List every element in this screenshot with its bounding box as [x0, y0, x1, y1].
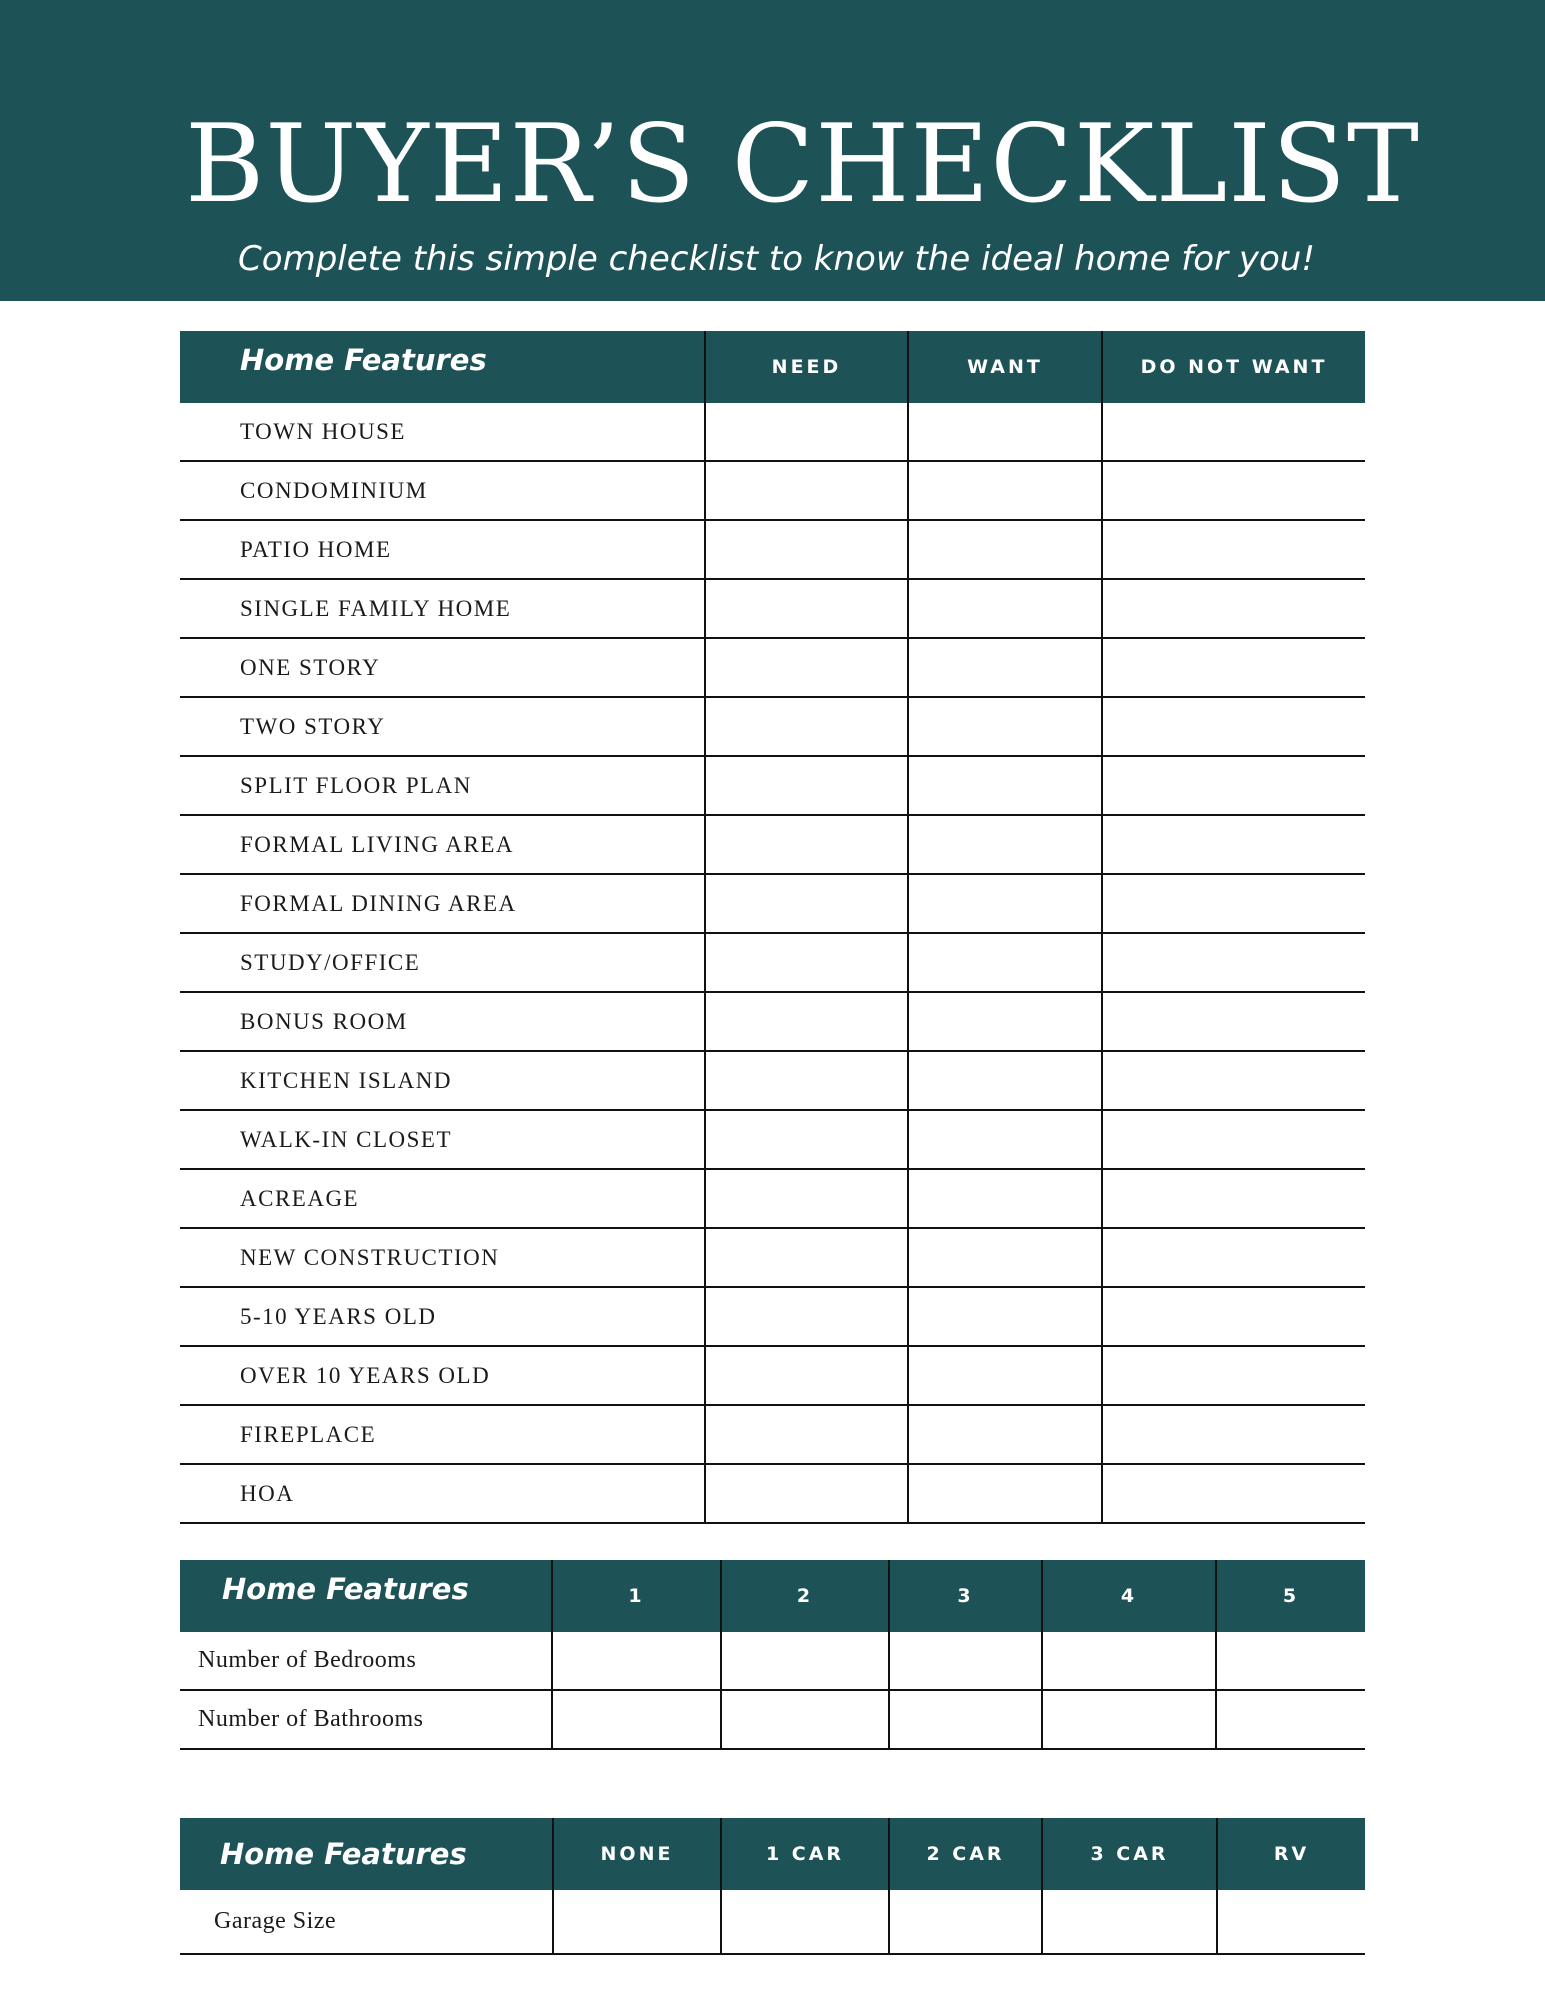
checkbox-cell-2-car[interactable] — [889, 1890, 1042, 1954]
table-row — [180, 579, 1365, 638]
table-row — [180, 1287, 1365, 1346]
table-row — [180, 1690, 1365, 1749]
checkbox-cell-do-not-want[interactable] — [1102, 1346, 1365, 1405]
table-header-row — [180, 1560, 1365, 1632]
table-row — [180, 1464, 1365, 1523]
checkbox-cell-2[interactable] — [721, 1632, 889, 1690]
checkbox-cell-want[interactable] — [908, 1110, 1102, 1169]
checkbox-cell-do-not-want[interactable] — [1102, 1287, 1365, 1346]
column-header-need: NEED — [705, 331, 908, 403]
row-label-formal-dining-area: FORMAL DINING AREA — [180, 874, 705, 933]
checkbox-cell-4[interactable] — [1042, 1632, 1216, 1690]
checkbox-cell-need[interactable] — [705, 1287, 908, 1346]
checkbox-cell-need[interactable] — [705, 1051, 908, 1110]
row-label-split-floor-plan: SPLIT FLOOR PLAN — [180, 756, 705, 815]
checkbox-cell-5[interactable] — [1216, 1632, 1365, 1690]
table-row — [180, 815, 1365, 874]
column-header-4: 4 — [1042, 1560, 1216, 1632]
checkbox-cell-do-not-want[interactable] — [1102, 992, 1365, 1051]
checkbox-cell-1-car[interactable] — [721, 1890, 889, 1954]
checkbox-cell-want[interactable] — [908, 874, 1102, 933]
checkbox-cell-need[interactable] — [705, 992, 908, 1051]
table-row — [180, 992, 1365, 1051]
column-header-rv: RV — [1217, 1818, 1365, 1890]
checkbox-cell-do-not-want[interactable] — [1102, 638, 1365, 697]
room-count-table — [180, 1560, 1365, 1750]
checkbox-cell-3-car[interactable] — [1042, 1890, 1217, 1954]
checkbox-cell-want[interactable] — [908, 756, 1102, 815]
column-header-want: WANT — [908, 331, 1102, 403]
checkbox-cell-want[interactable] — [908, 403, 1102, 461]
garage-size-table — [180, 1818, 1365, 1955]
checkbox-cell-do-not-want[interactable] — [1102, 1405, 1365, 1464]
checkbox-cell-do-not-want[interactable] — [1102, 756, 1365, 815]
table-row — [180, 1228, 1365, 1287]
row-label-5-10-years-old: 5-10 YEARS OLD — [180, 1287, 705, 1346]
checkbox-cell-need[interactable] — [705, 697, 908, 756]
checkbox-cell-4[interactable] — [1042, 1690, 1216, 1749]
checkbox-cell-want[interactable] — [908, 579, 1102, 638]
checkbox-cell-do-not-want[interactable] — [1102, 1228, 1365, 1287]
checkbox-cell-need[interactable] — [705, 1228, 908, 1287]
table-row — [180, 1110, 1365, 1169]
table-row — [180, 1632, 1365, 1690]
checkbox-cell-do-not-want[interactable] — [1102, 403, 1365, 461]
table-row — [180, 403, 1365, 461]
column-header-5: 5 — [1216, 1560, 1365, 1632]
table-row — [180, 697, 1365, 756]
row-label-over-10-years-old: OVER 10 YEARS OLD — [180, 1346, 705, 1405]
column-header-none: NONE — [553, 1818, 721, 1890]
checkbox-cell-1[interactable] — [552, 1690, 721, 1749]
checkbox-cell-do-not-want[interactable] — [1102, 1051, 1365, 1110]
row-label-number-of-bedrooms: Number of Bedrooms — [180, 1632, 552, 1690]
table-row — [180, 1169, 1365, 1228]
page-subtitle: Complete this simple checklist to know the ideal home for you! — [238, 239, 1315, 279]
column-header-home-features: Home Features — [180, 1560, 552, 1632]
checkbox-cell-3[interactable] — [889, 1632, 1042, 1690]
checkbox-cell-want[interactable] — [908, 992, 1102, 1051]
checkbox-cell-want[interactable] — [908, 815, 1102, 874]
checkbox-cell-do-not-want[interactable] — [1102, 874, 1365, 933]
table-row — [180, 1405, 1365, 1464]
checkbox-cell-want[interactable] — [908, 1464, 1102, 1523]
table-header-row — [180, 331, 1365, 403]
checkbox-cell-need[interactable] — [705, 815, 908, 874]
checkbox-cell-do-not-want[interactable] — [1102, 461, 1365, 520]
table-header-row — [180, 1818, 1365, 1890]
checkbox-cell-do-not-want[interactable] — [1102, 1464, 1365, 1523]
row-label-condominium: CONDOMINIUM — [180, 461, 705, 520]
checkbox-cell-2[interactable] — [721, 1690, 889, 1749]
checkbox-cell-do-not-want[interactable] — [1102, 815, 1365, 874]
row-label-walk-in-closet: WALK-IN CLOSET — [180, 1110, 705, 1169]
checkbox-cell-need[interactable] — [705, 1405, 908, 1464]
row-label-patio-home: PATIO HOME — [180, 520, 705, 579]
checkbox-cell-want[interactable] — [908, 1051, 1102, 1110]
checkbox-cell-need[interactable] — [705, 403, 908, 461]
home-type-checklist-table — [180, 331, 1365, 1524]
column-header-3: 3 — [889, 1560, 1042, 1632]
row-label-number-of-bathrooms: Number of Bathrooms — [180, 1690, 552, 1749]
row-label-acreage: ACREAGE — [180, 1169, 705, 1228]
column-header-home-features: Home Features — [180, 1818, 553, 1890]
row-label-formal-living-area: FORMAL LIVING AREA — [180, 815, 705, 874]
checkbox-cell-want[interactable] — [908, 1228, 1102, 1287]
checkbox-cell-want[interactable] — [908, 520, 1102, 579]
checkbox-cell-want[interactable] — [908, 1287, 1102, 1346]
checkbox-cell-need[interactable] — [705, 1110, 908, 1169]
column-header-1-car: 1 CAR — [721, 1818, 889, 1890]
checkbox-cell-need[interactable] — [705, 933, 908, 992]
checkbox-cell-rv[interactable] — [1217, 1890, 1365, 1954]
row-label-study-office: STUDY/OFFICE — [180, 933, 705, 992]
column-header-2: 2 — [721, 1560, 889, 1632]
column-header-1: 1 — [552, 1560, 721, 1632]
checkbox-cell-1[interactable] — [552, 1632, 721, 1690]
row-label-new-construction: NEW CONSTRUCTION — [180, 1228, 705, 1287]
checkbox-cell-want[interactable] — [908, 1169, 1102, 1228]
checkbox-cell-need[interactable] — [705, 638, 908, 697]
row-label-fireplace: FIREPLACE — [180, 1405, 705, 1464]
checkbox-cell-do-not-want[interactable] — [1102, 1169, 1365, 1228]
checkbox-cell-need[interactable] — [705, 1346, 908, 1405]
row-label-single-family-home: SINGLE FAMILY HOME — [180, 579, 705, 638]
table-row — [180, 874, 1365, 933]
checkbox-cell-want[interactable] — [908, 697, 1102, 756]
checkbox-cell-want[interactable] — [908, 933, 1102, 992]
row-label-kitchen-island: KITCHEN ISLAND — [180, 1051, 705, 1110]
row-label-hoa: HOA — [180, 1464, 705, 1523]
checkbox-cell-want[interactable] — [908, 461, 1102, 520]
checkbox-cell-do-not-want[interactable] — [1102, 579, 1365, 638]
checkbox-cell-need[interactable] — [705, 756, 908, 815]
column-header-2-car: 2 CAR — [889, 1818, 1042, 1890]
checkbox-cell-need[interactable] — [705, 520, 908, 579]
table-row — [180, 1051, 1365, 1110]
row-label-one-story: ONE STORY — [180, 638, 705, 697]
header-banner — [0, 0, 1545, 301]
row-label-two-story: TWO STORY — [180, 697, 705, 756]
page-title: BUYER’S CHECKLIST — [185, 102, 1420, 227]
checkbox-cell-need[interactable] — [705, 461, 908, 520]
checkbox-cell-5[interactable] — [1216, 1690, 1365, 1749]
row-label-bonus-room: BONUS ROOM — [180, 992, 705, 1051]
checkbox-cell-need[interactable] — [705, 874, 908, 933]
checkbox-cell-3[interactable] — [889, 1690, 1042, 1749]
checkbox-cell-want[interactable] — [908, 1405, 1102, 1464]
table-row — [180, 638, 1365, 697]
checkbox-cell-need[interactable] — [705, 579, 908, 638]
checkbox-cell-do-not-want[interactable] — [1102, 520, 1365, 579]
row-label-garage-size: Garage Size — [180, 1890, 553, 1954]
checkbox-cell-want[interactable] — [908, 638, 1102, 697]
checkbox-cell-want[interactable] — [908, 1346, 1102, 1405]
checkbox-cell-need[interactable] — [705, 1169, 908, 1228]
checkbox-cell-do-not-want[interactable] — [1102, 1110, 1365, 1169]
checkbox-cell-none[interactable] — [553, 1890, 721, 1954]
table-row — [180, 933, 1365, 992]
table-row — [180, 1890, 1365, 1954]
row-label-town-house: TOWN HOUSE — [180, 403, 705, 461]
column-header-home-features: Home Features — [180, 331, 705, 403]
column-header-3-car: 3 CAR — [1042, 1818, 1217, 1890]
table-row — [180, 520, 1365, 579]
table-row — [180, 461, 1365, 520]
table-row — [180, 756, 1365, 815]
checkbox-cell-do-not-want[interactable] — [1102, 933, 1365, 992]
column-header-do-not-want: DO NOT WANT — [1102, 331, 1365, 403]
checkbox-cell-do-not-want[interactable] — [1102, 697, 1365, 756]
checkbox-cell-need[interactable] — [705, 1464, 908, 1523]
table-row — [180, 1346, 1365, 1405]
